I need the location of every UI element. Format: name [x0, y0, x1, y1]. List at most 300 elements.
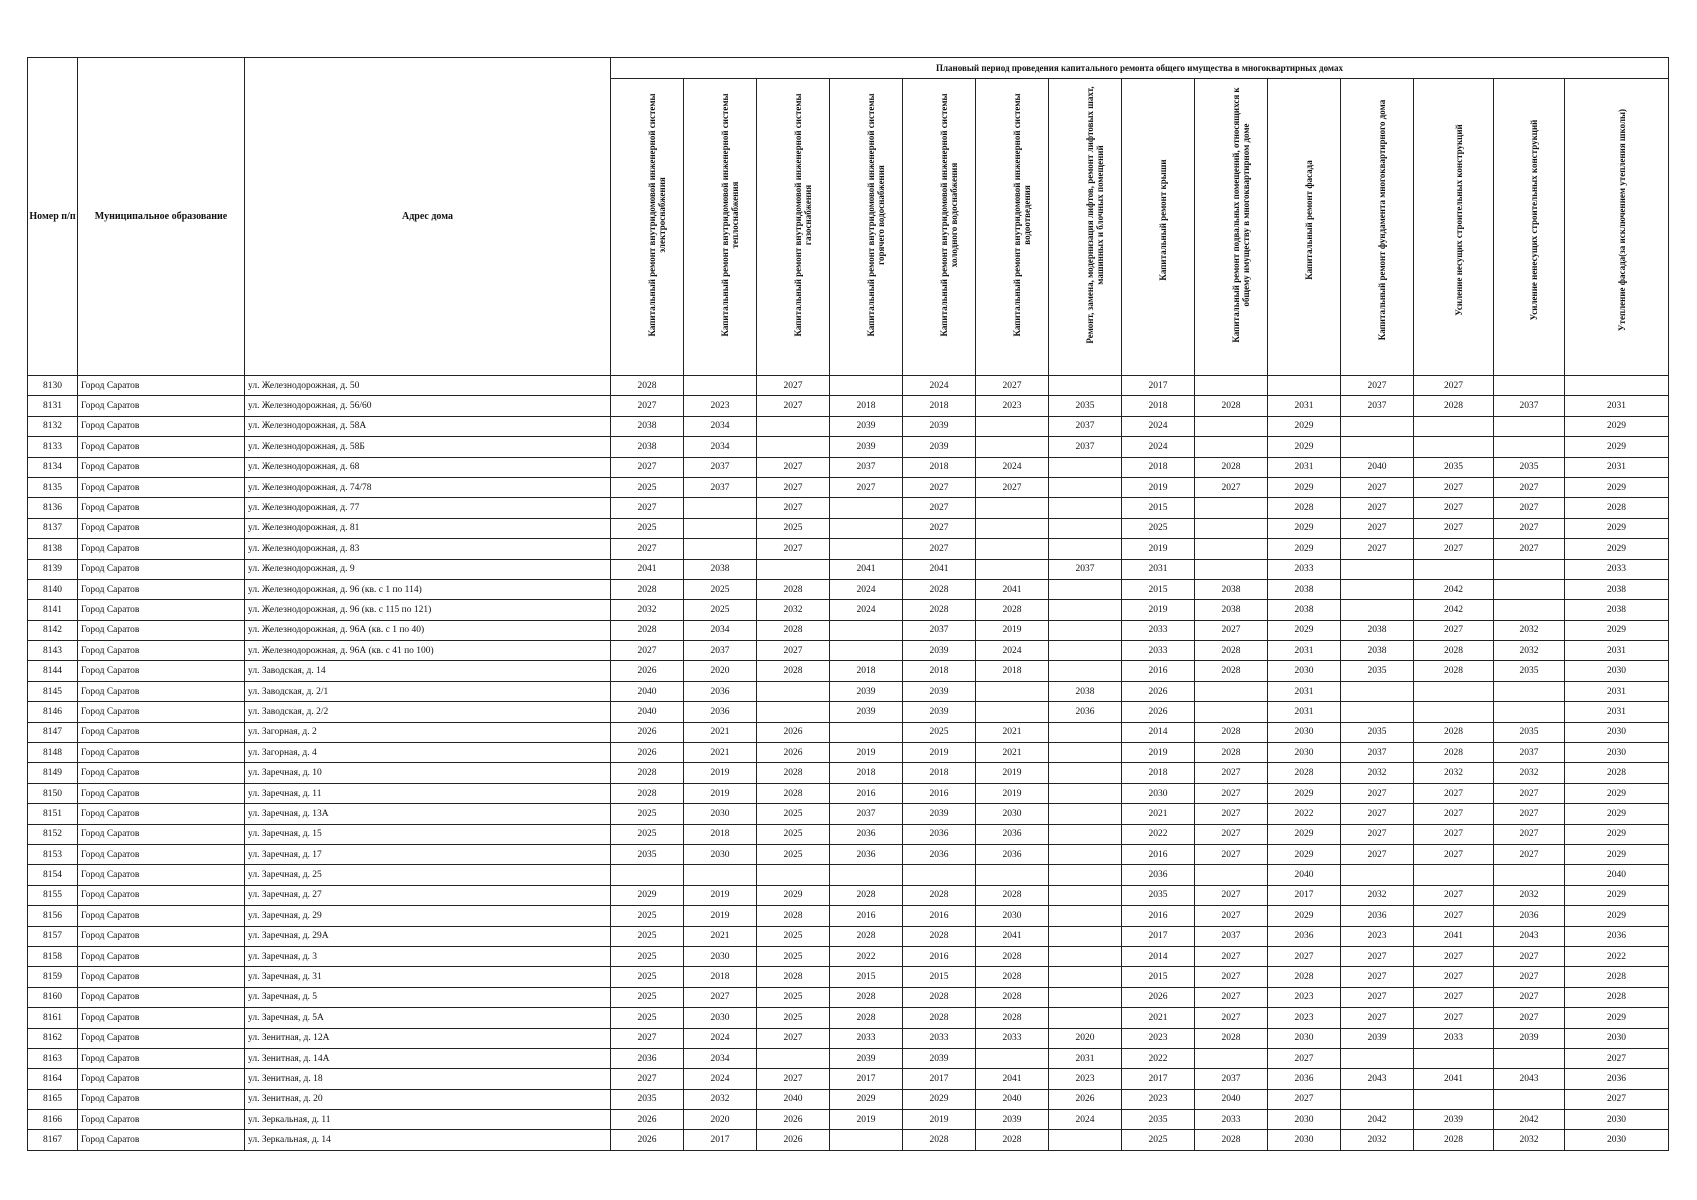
- row-year-cell: 2030: [1122, 783, 1195, 803]
- header-address: Адрес дома: [245, 58, 611, 376]
- row-year-cell: 2027: [1494, 539, 1565, 559]
- row-year-cell: 2019: [684, 763, 757, 783]
- table-body: [28, 376, 1669, 1151]
- row-municipality: Город Саратов: [78, 783, 245, 803]
- row-municipality: Город Саратов: [78, 579, 245, 599]
- row-year-cell: 2021: [976, 722, 1049, 742]
- row-municipality: Город Саратов: [78, 804, 245, 824]
- row-year-cell: 2034: [684, 620, 757, 640]
- row-year-cell: 2023: [1341, 926, 1414, 946]
- row-year-cell: 2033: [1195, 1110, 1268, 1130]
- row-year-cell: [976, 498, 1049, 518]
- row-year-cell: 2027: [1414, 477, 1494, 497]
- row-year-cell: 2027: [757, 1069, 830, 1089]
- header-work-label: Капитальный ремонт внутридомовой инженерной системы электроснабжения: [647, 93, 667, 337]
- row-year-cell: 2032: [1494, 641, 1565, 661]
- header-work-label: Капитальный ремонт фасада: [1304, 160, 1314, 280]
- row-year-cell: [1195, 376, 1268, 396]
- row-year-cell: 2024: [903, 376, 976, 396]
- row-year-cell: [1049, 763, 1122, 783]
- row-year-cell: 2028: [903, 600, 976, 620]
- row-year-cell: 2029: [1565, 477, 1669, 497]
- row-year-cell: 2043: [1494, 1069, 1565, 1089]
- row-year-cell: 2021: [1122, 1008, 1195, 1028]
- row-year-cell: 2041: [830, 559, 903, 579]
- row-year-cell: 2039: [903, 1048, 976, 1068]
- row-year-cell: 2035: [611, 844, 684, 864]
- row-year-cell: 2038: [1268, 600, 1341, 620]
- row-year-cell: [1341, 681, 1414, 701]
- row-year-cell: 2029: [1268, 437, 1341, 457]
- row-year-cell: 2029: [1565, 620, 1669, 640]
- row-year-cell: 2035: [1414, 457, 1494, 477]
- row-year-cell: 2028: [757, 763, 830, 783]
- row-year-cell: 2025: [684, 579, 757, 599]
- row-year-cell: [1049, 987, 1122, 1007]
- row-year-cell: 2039: [903, 437, 976, 457]
- table-row: [28, 804, 1669, 824]
- table-row: [28, 702, 1669, 722]
- row-year-cell: 2028: [903, 987, 976, 1007]
- row-year-cell: 2040: [1268, 865, 1341, 885]
- row-year-cell: 2029: [1565, 539, 1669, 559]
- row-municipality: Город Саратов: [78, 987, 245, 1007]
- row-year-cell: 2026: [611, 1110, 684, 1130]
- row-year-cell: 2039: [830, 416, 903, 436]
- row-year-cell: 2027: [757, 457, 830, 477]
- row-year-cell: 2026: [611, 743, 684, 763]
- row-year-cell: [1049, 600, 1122, 620]
- header-work-label: Капитальный ремонт крыши: [1158, 159, 1168, 281]
- row-number: 8134: [28, 457, 78, 477]
- row-year-cell: [1565, 376, 1669, 396]
- header-work-12: [1414, 79, 1494, 376]
- row-year-cell: 2028: [1565, 498, 1669, 518]
- row-year-cell: 2027: [1341, 539, 1414, 559]
- row-year-cell: 2040: [757, 1089, 830, 1109]
- row-year-cell: 2024: [684, 1069, 757, 1089]
- row-year-cell: 2023: [684, 396, 757, 416]
- row-year-cell: 2041: [903, 559, 976, 579]
- row-year-cell: 2019: [684, 783, 757, 803]
- row-year-cell: 2033: [1122, 620, 1195, 640]
- row-year-cell: 2028: [757, 620, 830, 640]
- row-year-cell: 2028: [1195, 1028, 1268, 1048]
- header-work-10: [1268, 79, 1341, 376]
- row-municipality: Город Саратов: [78, 518, 245, 538]
- header-work-label: Капитальный ремонт внутридомовой инженерной системы водоотведения: [1012, 93, 1032, 337]
- row-number: 8143: [28, 641, 78, 661]
- row-year-cell: 2019: [976, 620, 1049, 640]
- row-address: ул. Зенитная, д. 12А: [245, 1028, 611, 1048]
- row-year-cell: 2038: [684, 559, 757, 579]
- header-work-label: Капитальный ремонт подвальных помещений, относящихся к общему имуществу в многоквартирном доме: [1231, 87, 1251, 343]
- header-work-label: Утепление фасада(за исключением утепления школы): [1616, 108, 1627, 332]
- row-year-cell: 2039: [903, 641, 976, 661]
- row-year-cell: 2037: [830, 457, 903, 477]
- row-year-cell: [1195, 437, 1268, 457]
- row-address: ул. Железнодорожная, д. 96 (кв. с 115 по 121): [245, 600, 611, 620]
- row-address: ул. Заречная, д. 27: [245, 885, 611, 905]
- row-year-cell: 2027: [1195, 906, 1268, 926]
- row-year-cell: 2027: [611, 498, 684, 518]
- row-year-cell: [830, 498, 903, 518]
- row-year-cell: 2032: [611, 600, 684, 620]
- row-number: 8163: [28, 1048, 78, 1068]
- row-year-cell: [1049, 722, 1122, 742]
- row-year-cell: 2040: [611, 702, 684, 722]
- row-year-cell: [1494, 579, 1565, 599]
- row-year-cell: 2027: [1341, 804, 1414, 824]
- row-year-cell: 2025: [757, 946, 830, 966]
- row-municipality: Город Саратов: [78, 1048, 245, 1068]
- row-year-cell: 2028: [757, 579, 830, 599]
- row-year-cell: 2016: [903, 783, 976, 803]
- row-year-cell: 2018: [903, 661, 976, 681]
- row-year-cell: [1049, 1008, 1122, 1028]
- table-row: [28, 1048, 1669, 1068]
- row-year-cell: 2025: [611, 967, 684, 987]
- row-year-cell: 2018: [903, 396, 976, 416]
- header-num: Номер п/п: [28, 58, 78, 376]
- row-year-cell: 2035: [1049, 396, 1122, 416]
- row-year-cell: 2019: [1122, 743, 1195, 763]
- row-year-cell: 2032: [1494, 620, 1565, 640]
- row-year-cell: 2028: [1195, 457, 1268, 477]
- row-year-cell: 2041: [611, 559, 684, 579]
- row-year-cell: 2025: [611, 946, 684, 966]
- row-year-cell: 2021: [1122, 804, 1195, 824]
- row-year-cell: 2039: [903, 681, 976, 701]
- row-year-cell: 2041: [1414, 926, 1494, 946]
- row-year-cell: [684, 376, 757, 396]
- row-year-cell: 2025: [611, 987, 684, 1007]
- row-year-cell: 2024: [976, 457, 1049, 477]
- row-year-cell: 2023: [1268, 1008, 1341, 1028]
- row-year-cell: 2025: [757, 987, 830, 1007]
- row-year-cell: [1049, 804, 1122, 824]
- row-municipality: Город Саратов: [78, 1110, 245, 1130]
- row-number: 8154: [28, 865, 78, 885]
- row-year-cell: 2026: [611, 722, 684, 742]
- row-municipality: Город Саратов: [78, 681, 245, 701]
- row-year-cell: 2031: [1565, 641, 1669, 661]
- row-year-cell: [1341, 559, 1414, 579]
- row-year-cell: 2025: [611, 926, 684, 946]
- row-year-cell: 2025: [757, 926, 830, 946]
- table-row: [28, 620, 1669, 640]
- row-year-cell: 2029: [1268, 906, 1341, 926]
- row-year-cell: 2032: [757, 600, 830, 620]
- row-year-cell: 2042: [1494, 1110, 1565, 1130]
- document-sheet: [27, 57, 1669, 1151]
- row-number: 8148: [28, 743, 78, 763]
- row-year-cell: 2037: [684, 457, 757, 477]
- row-year-cell: 2027: [1341, 518, 1414, 538]
- row-year-cell: [830, 722, 903, 742]
- row-year-cell: 2037: [1494, 396, 1565, 416]
- row-year-cell: 2027: [1494, 987, 1565, 1007]
- row-year-cell: 2026: [757, 1110, 830, 1130]
- row-year-cell: 2028: [1195, 743, 1268, 763]
- row-year-cell: 2030: [684, 1008, 757, 1028]
- row-year-cell: 2031: [1268, 681, 1341, 701]
- row-number: 8132: [28, 416, 78, 436]
- row-year-cell: 2018: [830, 396, 903, 416]
- row-year-cell: 2027: [1414, 518, 1494, 538]
- row-year-cell: 2036: [1494, 906, 1565, 926]
- table-row: [28, 579, 1669, 599]
- row-year-cell: 2028: [611, 763, 684, 783]
- row-year-cell: 2036: [684, 681, 757, 701]
- row-year-cell: 2040: [611, 681, 684, 701]
- row-year-cell: 2035: [1494, 457, 1565, 477]
- row-year-cell: [976, 1048, 1049, 1068]
- table-row: [28, 783, 1669, 803]
- row-year-cell: [903, 865, 976, 885]
- row-municipality: Город Саратов: [78, 1028, 245, 1048]
- row-year-cell: 2026: [757, 722, 830, 742]
- row-year-cell: 2027: [903, 477, 976, 497]
- row-year-cell: 2028: [903, 1130, 976, 1150]
- header-work-label: Капитальный ремонт внутридомовой инженерной системы теплоснабжения: [720, 93, 740, 337]
- row-municipality: Город Саратов: [78, 865, 245, 885]
- header-period: Плановый период проведения капитального ремонта общего имущества в многоквартирных домах: [611, 58, 1669, 79]
- row-year-cell: 2020: [684, 661, 757, 681]
- repair-schedule-table: [27, 57, 1669, 1151]
- row-year-cell: 2042: [1414, 600, 1494, 620]
- row-year-cell: 2040: [1195, 1089, 1268, 1109]
- row-year-cell: 2028: [1414, 722, 1494, 742]
- header-work-11: [1341, 79, 1414, 376]
- row-year-cell: 2016: [1122, 844, 1195, 864]
- row-year-cell: [976, 681, 1049, 701]
- row-year-cell: 2026: [757, 743, 830, 763]
- row-year-cell: 2028: [1195, 661, 1268, 681]
- row-year-cell: 2019: [1122, 600, 1195, 620]
- row-year-cell: 2039: [976, 1110, 1049, 1130]
- row-number: 8155: [28, 885, 78, 905]
- row-address: ул. Зеркальная, д. 11: [245, 1110, 611, 1130]
- row-year-cell: 2038: [611, 416, 684, 436]
- row-year-cell: 2034: [684, 1048, 757, 1068]
- row-year-cell: [1195, 1048, 1268, 1068]
- row-year-cell: 2025: [1122, 518, 1195, 538]
- row-number: 8158: [28, 946, 78, 966]
- row-year-cell: 2029: [1268, 539, 1341, 559]
- row-year-cell: [1049, 865, 1122, 885]
- row-year-cell: 2027: [1494, 946, 1565, 966]
- table-row: [28, 1028, 1669, 1048]
- row-year-cell: 2041: [976, 926, 1049, 946]
- row-year-cell: 2029: [903, 1089, 976, 1109]
- row-year-cell: 2025: [611, 906, 684, 926]
- row-year-cell: 2030: [1268, 1130, 1341, 1150]
- row-address: ул. Заречная, д. 13А: [245, 804, 611, 824]
- row-year-cell: 2038: [1341, 620, 1414, 640]
- row-year-cell: 2028: [757, 783, 830, 803]
- table-row: [28, 1130, 1669, 1150]
- row-year-cell: 2024: [830, 600, 903, 620]
- row-year-cell: 2019: [830, 743, 903, 763]
- table-row: [28, 539, 1669, 559]
- row-address: ул. Зенитная, д. 14А: [245, 1048, 611, 1068]
- row-year-cell: 2028: [1195, 1130, 1268, 1150]
- table-row: [28, 946, 1669, 966]
- row-year-cell: [1341, 702, 1414, 722]
- table-row: [28, 641, 1669, 661]
- row-year-cell: 2037: [1195, 926, 1268, 946]
- row-number: 8130: [28, 376, 78, 396]
- row-year-cell: 2037: [1049, 437, 1122, 457]
- row-year-cell: 2027: [1195, 824, 1268, 844]
- row-year-cell: 2027: [976, 477, 1049, 497]
- row-address: ул. Заречная, д. 25: [245, 865, 611, 885]
- row-year-cell: 2015: [1122, 579, 1195, 599]
- row-year-cell: 2030: [1268, 743, 1341, 763]
- row-year-cell: 2030: [684, 804, 757, 824]
- row-year-cell: [1049, 498, 1122, 518]
- row-year-cell: 2027: [1414, 783, 1494, 803]
- row-address: ул. Заречная, д. 15: [245, 824, 611, 844]
- row-number: 8133: [28, 437, 78, 457]
- row-year-cell: 2027: [611, 1069, 684, 1089]
- row-address: ул. Заводская, д. 2/1: [245, 681, 611, 701]
- row-year-cell: 2031: [1565, 702, 1669, 722]
- row-year-cell: 2014: [1122, 946, 1195, 966]
- row-year-cell: [1414, 1048, 1494, 1068]
- row-year-cell: 2027: [1195, 763, 1268, 783]
- header-work-8: [1122, 79, 1195, 376]
- row-address: ул. Заречная, д. 10: [245, 763, 611, 783]
- row-year-cell: 2017: [1122, 926, 1195, 946]
- row-year-cell: 2018: [903, 457, 976, 477]
- row-address: ул. Железнодорожная, д. 81: [245, 518, 611, 538]
- row-address: ул. Железнодорожная, д. 56/60: [245, 396, 611, 416]
- row-municipality: Город Саратов: [78, 641, 245, 661]
- row-year-cell: 2030: [1565, 722, 1669, 742]
- row-year-cell: [1414, 559, 1494, 579]
- row-address: ул. Загорная, д. 4: [245, 743, 611, 763]
- row-address: ул. Заречная, д. 29: [245, 906, 611, 926]
- row-year-cell: 2027: [1268, 946, 1341, 966]
- row-year-cell: 2029: [1565, 518, 1669, 538]
- row-year-cell: 2038: [1565, 600, 1669, 620]
- row-year-cell: 2028: [976, 1008, 1049, 1028]
- row-municipality: Город Саратов: [78, 457, 245, 477]
- row-year-cell: 2027: [1494, 477, 1565, 497]
- row-year-cell: 2026: [1122, 987, 1195, 1007]
- row-year-cell: 2024: [1122, 437, 1195, 457]
- header-work-label: Усиление несущих строительных конструкций: [1453, 124, 1464, 316]
- row-year-cell: 2029: [1565, 783, 1669, 803]
- row-year-cell: 2027: [757, 376, 830, 396]
- row-year-cell: [1195, 865, 1268, 885]
- table-row: [28, 885, 1669, 905]
- header-work-7: [1049, 79, 1122, 376]
- row-year-cell: 2025: [757, 844, 830, 864]
- table-row: [28, 437, 1669, 457]
- row-year-cell: 2031: [1268, 641, 1341, 661]
- row-year-cell: 2027: [757, 477, 830, 497]
- row-year-cell: 2015: [1122, 498, 1195, 518]
- row-year-cell: [757, 416, 830, 436]
- row-year-cell: 2019: [1122, 477, 1195, 497]
- row-year-cell: 2032: [1341, 763, 1414, 783]
- row-year-cell: 2027: [1565, 1089, 1669, 1109]
- row-year-cell: 2025: [611, 804, 684, 824]
- row-year-cell: 2027: [1414, 376, 1494, 396]
- row-year-cell: [1195, 518, 1268, 538]
- row-year-cell: 2014: [1122, 722, 1195, 742]
- row-year-cell: 2022: [1122, 1048, 1195, 1068]
- row-address: ул. Заречная, д. 17: [245, 844, 611, 864]
- row-year-cell: 2035: [1122, 885, 1195, 905]
- row-year-cell: 2036: [1268, 1069, 1341, 1089]
- row-year-cell: 2027: [611, 457, 684, 477]
- row-year-cell: 2022: [1268, 804, 1341, 824]
- row-year-cell: 2039: [1494, 1028, 1565, 1048]
- row-year-cell: 2036: [830, 824, 903, 844]
- row-year-cell: 2020: [684, 1110, 757, 1130]
- row-year-cell: 2028: [1414, 396, 1494, 416]
- row-address: ул. Железнодорожная, д. 96А (кв. с 1 по 40): [245, 620, 611, 640]
- header-work-9: [1195, 79, 1268, 376]
- row-number: 8159: [28, 967, 78, 987]
- row-year-cell: 2027: [611, 539, 684, 559]
- row-year-cell: [830, 539, 903, 559]
- row-year-cell: 2028: [1414, 641, 1494, 661]
- row-year-cell: 2030: [1565, 1130, 1669, 1150]
- row-year-cell: [1195, 416, 1268, 436]
- row-year-cell: 2029: [1268, 620, 1341, 640]
- row-year-cell: 2027: [1414, 824, 1494, 844]
- row-year-cell: 2039: [903, 702, 976, 722]
- row-year-cell: [1049, 844, 1122, 864]
- row-year-cell: 2035: [1122, 1110, 1195, 1130]
- row-year-cell: [830, 620, 903, 640]
- table-row: [28, 722, 1669, 742]
- table-row: [28, 457, 1669, 477]
- row-year-cell: 2038: [1565, 579, 1669, 599]
- table-row: [28, 967, 1669, 987]
- row-address: ул. Заречная, д. 3: [245, 946, 611, 966]
- row-year-cell: 2032: [684, 1089, 757, 1109]
- row-number: 8142: [28, 620, 78, 640]
- row-year-cell: 2025: [1122, 1130, 1195, 1150]
- row-year-cell: 2027: [1268, 1089, 1341, 1109]
- header-work-label: Усиление ненесущих строительных конструкций: [1529, 119, 1539, 321]
- row-year-cell: 2029: [1565, 804, 1669, 824]
- row-year-cell: 2028: [976, 600, 1049, 620]
- header-work-label: Капитальный ремонт внутридомовой инженерной системы газоснабжения: [793, 93, 813, 337]
- row-year-cell: 2023: [1122, 1089, 1195, 1109]
- row-municipality: Город Саратов: [78, 906, 245, 926]
- row-year-cell: 2021: [684, 722, 757, 742]
- row-year-cell: 2030: [976, 804, 1049, 824]
- row-municipality: Город Саратов: [78, 763, 245, 783]
- row-year-cell: 2024: [684, 1028, 757, 1048]
- row-year-cell: 2029: [1565, 885, 1669, 905]
- row-municipality: Город Саратов: [78, 1069, 245, 1089]
- row-number: 8162: [28, 1028, 78, 1048]
- row-year-cell: 2038: [611, 437, 684, 457]
- header-municipality: Муниципальное образование: [78, 58, 245, 376]
- row-year-cell: [1195, 539, 1268, 559]
- row-year-cell: 2028: [903, 1008, 976, 1028]
- table-row: [28, 376, 1669, 396]
- row-year-cell: 2021: [976, 743, 1049, 763]
